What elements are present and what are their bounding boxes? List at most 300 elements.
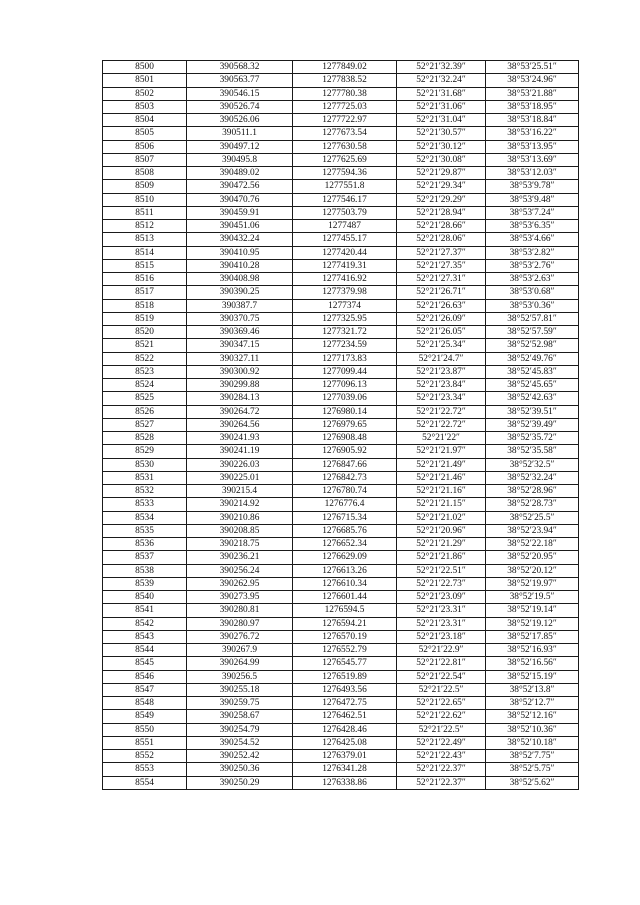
latitude-cell: 52°21′30.57″ <box>397 127 486 140</box>
longitude-cell: 38°53′0.68″ <box>486 286 579 299</box>
table-row <box>103 723 579 736</box>
x-coordinate-cell: 390568.32 <box>187 61 293 74</box>
point-number-cell: 8525 <box>103 392 187 405</box>
point-number-cell: 8533 <box>103 498 187 511</box>
y-coordinate-cell: 1277374 <box>293 299 397 312</box>
point-number-cell: 8504 <box>103 114 187 127</box>
latitude-cell: 52°21′22.65″ <box>397 697 486 710</box>
x-coordinate-cell: 390563.77 <box>187 74 293 87</box>
latitude-cell: 52°21′22.72″ <box>397 418 486 431</box>
latitude-cell: 52°21′26.09″ <box>397 312 486 325</box>
x-coordinate-cell: 390236.21 <box>187 551 293 564</box>
x-coordinate-cell: 390489.02 <box>187 167 293 180</box>
x-coordinate-cell: 390497.12 <box>187 140 293 153</box>
point-number-cell: 8536 <box>103 538 187 551</box>
y-coordinate-cell: 1276570.19 <box>293 630 397 643</box>
x-coordinate-cell: 390241.19 <box>187 445 293 458</box>
longitude-cell: 38°52′10.18″ <box>486 736 579 749</box>
latitude-cell: 52°21′26.63″ <box>397 299 486 312</box>
longitude-cell: 38°53′2.63″ <box>486 273 579 286</box>
longitude-cell: 38°52′35.72″ <box>486 432 579 445</box>
longitude-cell: 38°52′5.62″ <box>486 776 579 789</box>
table-row <box>103 524 579 537</box>
point-number-cell: 8515 <box>103 259 187 272</box>
point-number-cell: 8500 <box>103 61 187 74</box>
latitude-cell: 52°21′21.02″ <box>397 511 486 524</box>
longitude-cell: 38°53′25.51″ <box>486 61 579 74</box>
x-coordinate-cell: 390256.24 <box>187 564 293 577</box>
point-number-cell: 8523 <box>103 365 187 378</box>
x-coordinate-cell: 390299.88 <box>187 379 293 392</box>
latitude-cell: 52°21′31.04″ <box>397 114 486 127</box>
point-number-cell: 8524 <box>103 379 187 392</box>
longitude-cell: 38°52′20.95″ <box>486 551 579 564</box>
table-row <box>103 604 579 617</box>
y-coordinate-cell: 1276472.75 <box>293 697 397 710</box>
latitude-cell: 52°21′28.66″ <box>397 220 486 233</box>
latitude-cell: 52°21′21.16″ <box>397 485 486 498</box>
latitude-cell: 52°21′21.97″ <box>397 445 486 458</box>
table-row <box>103 458 579 471</box>
y-coordinate-cell: 1276594.21 <box>293 617 397 630</box>
table-row <box>103 750 579 763</box>
latitude-cell: 52°21′22.5″ <box>397 683 486 696</box>
point-number-cell: 8541 <box>103 604 187 617</box>
table-row <box>103 61 579 74</box>
point-number-cell: 8501 <box>103 74 187 87</box>
table-row <box>103 167 579 180</box>
y-coordinate-cell: 1276428.46 <box>293 723 397 736</box>
y-coordinate-cell: 1277099.44 <box>293 365 397 378</box>
latitude-cell: 52°21′22.37″ <box>397 763 486 776</box>
table-row <box>103 498 579 511</box>
y-coordinate-cell: 1276980.14 <box>293 405 397 418</box>
latitude-cell: 52°21′22.62″ <box>397 710 486 723</box>
y-coordinate-cell: 1277321.72 <box>293 326 397 339</box>
x-coordinate-cell: 390264.72 <box>187 405 293 418</box>
table-row <box>103 445 579 458</box>
x-coordinate-cell: 390218.75 <box>187 538 293 551</box>
y-coordinate-cell: 1277546.17 <box>293 193 397 206</box>
y-coordinate-cell: 1277419.31 <box>293 259 397 272</box>
longitude-cell: 38°52′19.14″ <box>486 604 579 617</box>
longitude-cell: 38°53′16.22″ <box>486 127 579 140</box>
y-coordinate-cell: 1276519.89 <box>293 670 397 683</box>
longitude-cell: 38°52′7.75″ <box>486 750 579 763</box>
point-number-cell: 8519 <box>103 312 187 325</box>
x-coordinate-cell: 390276.72 <box>187 630 293 643</box>
table-row <box>103 246 579 259</box>
table-row <box>103 617 579 630</box>
table-row <box>103 485 579 498</box>
latitude-cell: 52°21′20.96″ <box>397 524 486 537</box>
y-coordinate-cell: 1277379.98 <box>293 286 397 299</box>
latitude-cell: 52°21′25.34″ <box>397 339 486 352</box>
y-coordinate-cell: 1276341.28 <box>293 763 397 776</box>
y-coordinate-cell: 1277673.54 <box>293 127 397 140</box>
latitude-cell: 52°21′21.29″ <box>397 538 486 551</box>
table-row <box>103 233 579 246</box>
latitude-cell: 52°21′23.31″ <box>397 604 486 617</box>
table-row <box>103 379 579 392</box>
x-coordinate-cell: 390546.15 <box>187 87 293 100</box>
y-coordinate-cell: 1277849.02 <box>293 61 397 74</box>
y-coordinate-cell: 1276715.34 <box>293 511 397 524</box>
longitude-cell: 38°52′12.7″ <box>486 697 579 710</box>
x-coordinate-cell: 390241.93 <box>187 432 293 445</box>
table-row <box>103 220 579 233</box>
latitude-cell: 52°21′31.68″ <box>397 87 486 100</box>
table-row <box>103 405 579 418</box>
y-coordinate-cell: 1277625.69 <box>293 153 397 166</box>
y-coordinate-cell: 1277173.83 <box>293 352 397 365</box>
latitude-cell: 52°21′23.18″ <box>397 630 486 643</box>
table-row <box>103 683 579 696</box>
point-number-cell: 8552 <box>103 750 187 763</box>
longitude-cell: 38°53′4.66″ <box>486 233 579 246</box>
latitude-cell: 52°21′32.39″ <box>397 61 486 74</box>
x-coordinate-cell: 390226.03 <box>187 458 293 471</box>
point-number-cell: 8549 <box>103 710 187 723</box>
x-coordinate-cell: 390252.42 <box>187 750 293 763</box>
latitude-cell: 52°21′26.05″ <box>397 326 486 339</box>
y-coordinate-cell: 1277630.58 <box>293 140 397 153</box>
longitude-cell: 38°53′24.96″ <box>486 74 579 87</box>
point-number-cell: 8511 <box>103 206 187 219</box>
latitude-cell: 52°21′22.49″ <box>397 736 486 749</box>
y-coordinate-cell: 1276847.66 <box>293 458 397 471</box>
latitude-cell: 52°21′26.71″ <box>397 286 486 299</box>
table-row <box>103 511 579 524</box>
longitude-cell: 38°53′6.35″ <box>486 220 579 233</box>
y-coordinate-cell: 1277420.44 <box>293 246 397 259</box>
latitude-cell: 52°21′29.34″ <box>397 180 486 193</box>
point-number-cell: 8551 <box>103 736 187 749</box>
point-number-cell: 8509 <box>103 180 187 193</box>
table-row <box>103 776 579 789</box>
y-coordinate-cell: 1276979.65 <box>293 418 397 431</box>
longitude-cell: 38°52′52.98″ <box>486 339 579 352</box>
point-number-cell: 8527 <box>103 418 187 431</box>
table-row <box>103 339 579 352</box>
y-coordinate-cell: 1276629.09 <box>293 551 397 564</box>
longitude-cell: 38°52′12.16″ <box>486 710 579 723</box>
coordinates-table <box>102 60 579 790</box>
y-coordinate-cell: 1276552.79 <box>293 644 397 657</box>
table-row <box>103 418 579 431</box>
latitude-cell: 52°21′29.87″ <box>397 167 486 180</box>
longitude-cell: 38°53′18.95″ <box>486 100 579 113</box>
point-number-cell: 8531 <box>103 471 187 484</box>
longitude-cell: 38°52′16.56″ <box>486 657 579 670</box>
point-number-cell: 8537 <box>103 551 187 564</box>
latitude-cell: 52°21′22.81″ <box>397 657 486 670</box>
latitude-cell: 52°21′23.34″ <box>397 392 486 405</box>
y-coordinate-cell: 1276462.51 <box>293 710 397 723</box>
table-row <box>103 697 579 710</box>
table-row <box>103 299 579 312</box>
y-coordinate-cell: 1277594.36 <box>293 167 397 180</box>
table-row <box>103 87 579 100</box>
point-number-cell: 8505 <box>103 127 187 140</box>
latitude-cell: 52°21′23.84″ <box>397 379 486 392</box>
point-number-cell: 8513 <box>103 233 187 246</box>
x-coordinate-cell: 390254.52 <box>187 736 293 749</box>
y-coordinate-cell: 1276610.34 <box>293 577 397 590</box>
x-coordinate-cell: 390511.1 <box>187 127 293 140</box>
latitude-cell: 52°21′27.37″ <box>397 246 486 259</box>
x-coordinate-cell: 390262.95 <box>187 577 293 590</box>
x-coordinate-cell: 390280.97 <box>187 617 293 630</box>
x-coordinate-cell: 390280.81 <box>187 604 293 617</box>
x-coordinate-cell: 390250.29 <box>187 776 293 789</box>
x-coordinate-cell: 390410.95 <box>187 246 293 259</box>
longitude-cell: 38°53′2.82″ <box>486 246 579 259</box>
longitude-cell: 38°52′39.49″ <box>486 418 579 431</box>
y-coordinate-cell: 1277039.06 <box>293 392 397 405</box>
x-coordinate-cell: 390259.75 <box>187 697 293 710</box>
x-coordinate-cell: 390390.25 <box>187 286 293 299</box>
point-number-cell: 8518 <box>103 299 187 312</box>
y-coordinate-cell: 1277325.95 <box>293 312 397 325</box>
point-number-cell: 8534 <box>103 511 187 524</box>
longitude-cell: 38°52′28.96″ <box>486 485 579 498</box>
x-coordinate-cell: 390470.76 <box>187 193 293 206</box>
point-number-cell: 8548 <box>103 697 187 710</box>
point-number-cell: 8542 <box>103 617 187 630</box>
longitude-cell: 38°52′15.19″ <box>486 670 579 683</box>
point-number-cell: 8521 <box>103 339 187 352</box>
y-coordinate-cell: 1276905.92 <box>293 445 397 458</box>
y-coordinate-cell: 1277096.13 <box>293 379 397 392</box>
latitude-cell: 52°21′28.06″ <box>397 233 486 246</box>
point-number-cell: 8506 <box>103 140 187 153</box>
x-coordinate-cell: 390225.01 <box>187 471 293 484</box>
longitude-cell: 38°53′18.84″ <box>486 114 579 127</box>
longitude-cell: 38°52′10.36″ <box>486 723 579 736</box>
table-row <box>103 273 579 286</box>
latitude-cell: 52°21′29.29″ <box>397 193 486 206</box>
x-coordinate-cell: 390255.18 <box>187 683 293 696</box>
point-number-cell: 8529 <box>103 445 187 458</box>
longitude-cell: 38°53′0.36″ <box>486 299 579 312</box>
table-row <box>103 100 579 113</box>
x-coordinate-cell: 390284.13 <box>187 392 293 405</box>
point-number-cell: 8508 <box>103 167 187 180</box>
latitude-cell: 52°21′28.94″ <box>397 206 486 219</box>
longitude-cell: 38°52′19.5″ <box>486 591 579 604</box>
table-row <box>103 471 579 484</box>
latitude-cell: 52°21′21.15″ <box>397 498 486 511</box>
table-row <box>103 286 579 299</box>
x-coordinate-cell: 390258.67 <box>187 710 293 723</box>
table-row <box>103 538 579 551</box>
longitude-cell: 38°53′13.95″ <box>486 140 579 153</box>
point-number-cell: 8553 <box>103 763 187 776</box>
latitude-cell: 52°21′21.86″ <box>397 551 486 564</box>
table-row <box>103 630 579 643</box>
point-number-cell: 8528 <box>103 432 187 445</box>
point-number-cell: 8535 <box>103 524 187 537</box>
y-coordinate-cell: 1276338.86 <box>293 776 397 789</box>
latitude-cell: 52°21′21.49″ <box>397 458 486 471</box>
y-coordinate-cell: 1277234.59 <box>293 339 397 352</box>
point-number-cell: 8514 <box>103 246 187 259</box>
table-row <box>103 352 579 365</box>
y-coordinate-cell: 1276685.76 <box>293 524 397 537</box>
latitude-cell: 52°21′24.7″ <box>397 352 486 365</box>
table-row <box>103 180 579 193</box>
table-row <box>103 365 579 378</box>
point-number-cell: 8538 <box>103 564 187 577</box>
y-coordinate-cell: 1276601.44 <box>293 591 397 604</box>
latitude-cell: 52°21′23.31″ <box>397 617 486 630</box>
point-number-cell: 8530 <box>103 458 187 471</box>
y-coordinate-cell: 1276908.48 <box>293 432 397 445</box>
table-row <box>103 127 579 140</box>
table-row <box>103 736 579 749</box>
latitude-cell: 52°21′22.9″ <box>397 644 486 657</box>
latitude-cell: 52°21′23.09″ <box>397 591 486 604</box>
longitude-cell: 38°52′25.5″ <box>486 511 579 524</box>
point-number-cell: 8516 <box>103 273 187 286</box>
latitude-cell: 52°21′22.72″ <box>397 405 486 418</box>
longitude-cell: 38°52′32.5″ <box>486 458 579 471</box>
latitude-cell: 52°21′30.12″ <box>397 140 486 153</box>
x-coordinate-cell: 390210.86 <box>187 511 293 524</box>
y-coordinate-cell: 1277780.38 <box>293 87 397 100</box>
x-coordinate-cell: 390254.79 <box>187 723 293 736</box>
x-coordinate-cell: 390459.91 <box>187 206 293 219</box>
longitude-cell: 38°52′17.85″ <box>486 630 579 643</box>
table-row <box>103 312 579 325</box>
point-number-cell: 8540 <box>103 591 187 604</box>
y-coordinate-cell: 1277551.8 <box>293 180 397 193</box>
y-coordinate-cell: 1277487 <box>293 220 397 233</box>
longitude-cell: 38°52′19.12″ <box>486 617 579 630</box>
x-coordinate-cell: 390495.8 <box>187 153 293 166</box>
longitude-cell: 38°52′49.76″ <box>486 352 579 365</box>
x-coordinate-cell: 390273.95 <box>187 591 293 604</box>
table-row <box>103 74 579 87</box>
longitude-cell: 38°53′2.76″ <box>486 259 579 272</box>
table-row <box>103 710 579 723</box>
y-coordinate-cell: 1276776.4 <box>293 498 397 511</box>
x-coordinate-cell: 390347.15 <box>187 339 293 352</box>
coordinates-table-body <box>103 61 579 790</box>
point-number-cell: 8520 <box>103 326 187 339</box>
x-coordinate-cell: 390215.4 <box>187 485 293 498</box>
point-number-cell: 8546 <box>103 670 187 683</box>
longitude-cell: 38°52′45.65″ <box>486 379 579 392</box>
table-row <box>103 657 579 670</box>
point-number-cell: 8510 <box>103 193 187 206</box>
latitude-cell: 52°21′22.37″ <box>397 776 486 789</box>
latitude-cell: 52°21′22.54″ <box>397 670 486 683</box>
longitude-cell: 38°52′5.75″ <box>486 763 579 776</box>
longitude-cell: 38°53′7.24″ <box>486 206 579 219</box>
y-coordinate-cell: 1276613.26 <box>293 564 397 577</box>
latitude-cell: 52°21′30.08″ <box>397 153 486 166</box>
x-coordinate-cell: 390432.24 <box>187 233 293 246</box>
longitude-cell: 38°52′39.51″ <box>486 405 579 418</box>
longitude-cell: 38°53′12.03″ <box>486 167 579 180</box>
longitude-cell: 38°52′13.8″ <box>486 683 579 696</box>
y-coordinate-cell: 1276842.73 <box>293 471 397 484</box>
x-coordinate-cell: 390250.36 <box>187 763 293 776</box>
longitude-cell: 38°53′9.48″ <box>486 193 579 206</box>
latitude-cell: 52°21′22.51″ <box>397 564 486 577</box>
x-coordinate-cell: 390370.75 <box>187 312 293 325</box>
point-number-cell: 8539 <box>103 577 187 590</box>
latitude-cell: 52°21′22.73″ <box>397 577 486 590</box>
table-row <box>103 114 579 127</box>
y-coordinate-cell: 1277416.92 <box>293 273 397 286</box>
longitude-cell: 38°53′21.88″ <box>486 87 579 100</box>
point-number-cell: 8543 <box>103 630 187 643</box>
x-coordinate-cell: 390387.7 <box>187 299 293 312</box>
x-coordinate-cell: 390526.74 <box>187 100 293 113</box>
x-coordinate-cell: 390208.85 <box>187 524 293 537</box>
y-coordinate-cell: 1277838.52 <box>293 74 397 87</box>
longitude-cell: 38°52′28.73″ <box>486 498 579 511</box>
latitude-cell: 52°21′22.43″ <box>397 750 486 763</box>
table-row <box>103 763 579 776</box>
y-coordinate-cell: 1277455.17 <box>293 233 397 246</box>
point-number-cell: 8517 <box>103 286 187 299</box>
x-coordinate-cell: 390472.56 <box>187 180 293 193</box>
x-coordinate-cell: 390256.5 <box>187 670 293 683</box>
longitude-cell: 38°52′57.81″ <box>486 312 579 325</box>
x-coordinate-cell: 390410.28 <box>187 259 293 272</box>
table-row <box>103 577 579 590</box>
longitude-cell: 38°53′13.69″ <box>486 153 579 166</box>
y-coordinate-cell: 1277503.79 <box>293 206 397 219</box>
x-coordinate-cell: 390526.06 <box>187 114 293 127</box>
latitude-cell: 52°21′22″ <box>397 432 486 445</box>
longitude-cell: 38°52′57.59″ <box>486 326 579 339</box>
point-number-cell: 8502 <box>103 87 187 100</box>
y-coordinate-cell: 1276493.56 <box>293 683 397 696</box>
latitude-cell: 52°21′23.87″ <box>397 365 486 378</box>
x-coordinate-cell: 390267.9 <box>187 644 293 657</box>
point-number-cell: 8526 <box>103 405 187 418</box>
y-coordinate-cell: 1276594.5 <box>293 604 397 617</box>
table-row <box>103 326 579 339</box>
y-coordinate-cell: 1276780.74 <box>293 485 397 498</box>
x-coordinate-cell: 390264.56 <box>187 418 293 431</box>
point-number-cell: 8503 <box>103 100 187 113</box>
table-row <box>103 644 579 657</box>
longitude-cell: 38°52′16.93″ <box>486 644 579 657</box>
x-coordinate-cell: 390300.92 <box>187 365 293 378</box>
y-coordinate-cell: 1277722.97 <box>293 114 397 127</box>
y-coordinate-cell: 1277725.03 <box>293 100 397 113</box>
y-coordinate-cell: 1276425.08 <box>293 736 397 749</box>
longitude-cell: 38°53′9.78″ <box>486 180 579 193</box>
table-row <box>103 206 579 219</box>
x-coordinate-cell: 390264.99 <box>187 657 293 670</box>
point-number-cell: 8507 <box>103 153 187 166</box>
y-coordinate-cell: 1276545.77 <box>293 657 397 670</box>
table-row <box>103 564 579 577</box>
table-row <box>103 670 579 683</box>
latitude-cell: 52°21′27.31″ <box>397 273 486 286</box>
y-coordinate-cell: 1276652.34 <box>293 538 397 551</box>
table-row <box>103 432 579 445</box>
point-number-cell: 8532 <box>103 485 187 498</box>
x-coordinate-cell: 390369.46 <box>187 326 293 339</box>
